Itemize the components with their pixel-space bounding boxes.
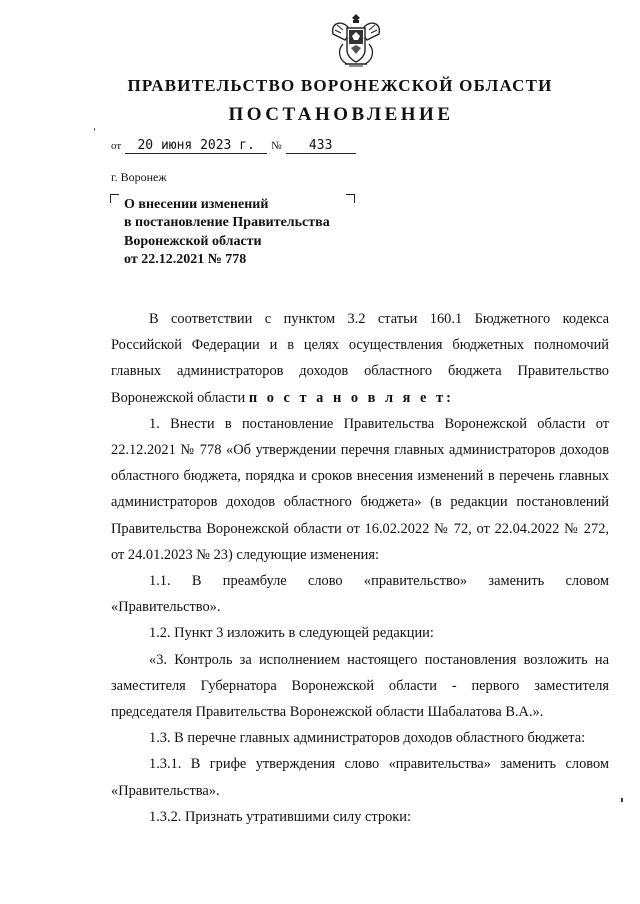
intro-text: В соответствии с пунктом 3.2 статьи 160.1 Бюджетного кодекса Российской Федерации и в целях осуществления бюджетных полномочий главных администраторов доходов областного бюджета Правительство Воронежской области: [111, 311, 609, 406]
number-prefix: №: [271, 140, 282, 152]
document-body: [111, 306, 609, 830]
paragraph-1-1: 1.1. В преамбуле слово «правительство» заменить словом «Правительство».: [111, 573, 609, 616]
paragraph-1-3-1: 1.3.1. В грифе утверждения слово «правительства» заменить словом «Правительства».: [111, 756, 609, 799]
document-date: 20 июня 2023 г.: [125, 138, 267, 154]
subject-corner-left: [110, 194, 119, 203]
subject-line: О внесении изменений: [124, 197, 269, 212]
intro-paragraph: [111, 306, 609, 411]
decree-word: п о с т а н о в л я е т:: [248, 389, 454, 406]
subject-line: в постановление Правительства: [124, 215, 330, 231]
coat-of-arms-emblem: [325, 10, 387, 72]
paragraph-1: 1. Внести в постановление Правительства Воронежской области от 22.12.2021 № 778 «Об утверждении перечня главных администраторов доходов областного бюджета, порядка и сроков внесения изменений в перечень главных администраторов доходов областного бюджета» (в редакции постановлений Правительства Воронежской области от 16.02.2022 № 72, от 22.04.2022 № 272, от 24.01.2023 № 23) следующие изменения:: [111, 415, 609, 563]
scan-speck: [94, 128, 95, 131]
scan-speck: [621, 798, 623, 802]
date-number-line: [111, 138, 356, 154]
subject-line: от 22.12.2021 № 778: [124, 251, 247, 267]
paragraph-1-3: 1.3. В перечне главных администраторов доходов областного бюджета:: [149, 730, 586, 747]
paragraph-1-3-2: 1.3.2. Признать утратившими силу строки:: [149, 808, 411, 825]
document-number: 433: [286, 138, 356, 154]
date-prefix: от: [111, 140, 122, 152]
paragraph-1-2: 1.2. Пункт 3 изложить в следующей редакции:: [149, 625, 434, 642]
city-label: г. Воронеж: [111, 170, 167, 184]
document-type-title: ПОСТАНОВЛЕНИЕ: [228, 104, 454, 125]
government-title: ПРАВИТЕЛЬСТВО ВОРОНЕЖСКОЙ ОБЛАСТИ: [127, 76, 553, 95]
subject-line: Воронежской области: [124, 233, 262, 249]
document-subject: [124, 196, 364, 269]
paragraph-1-2-quote: «3. Контроль за исполнением настоящего постановления возложить на заместителя Губернатора Воронежской области - первого заместителя председателя Правительства Воронежской области Шабалатова В.А.».: [111, 651, 609, 721]
